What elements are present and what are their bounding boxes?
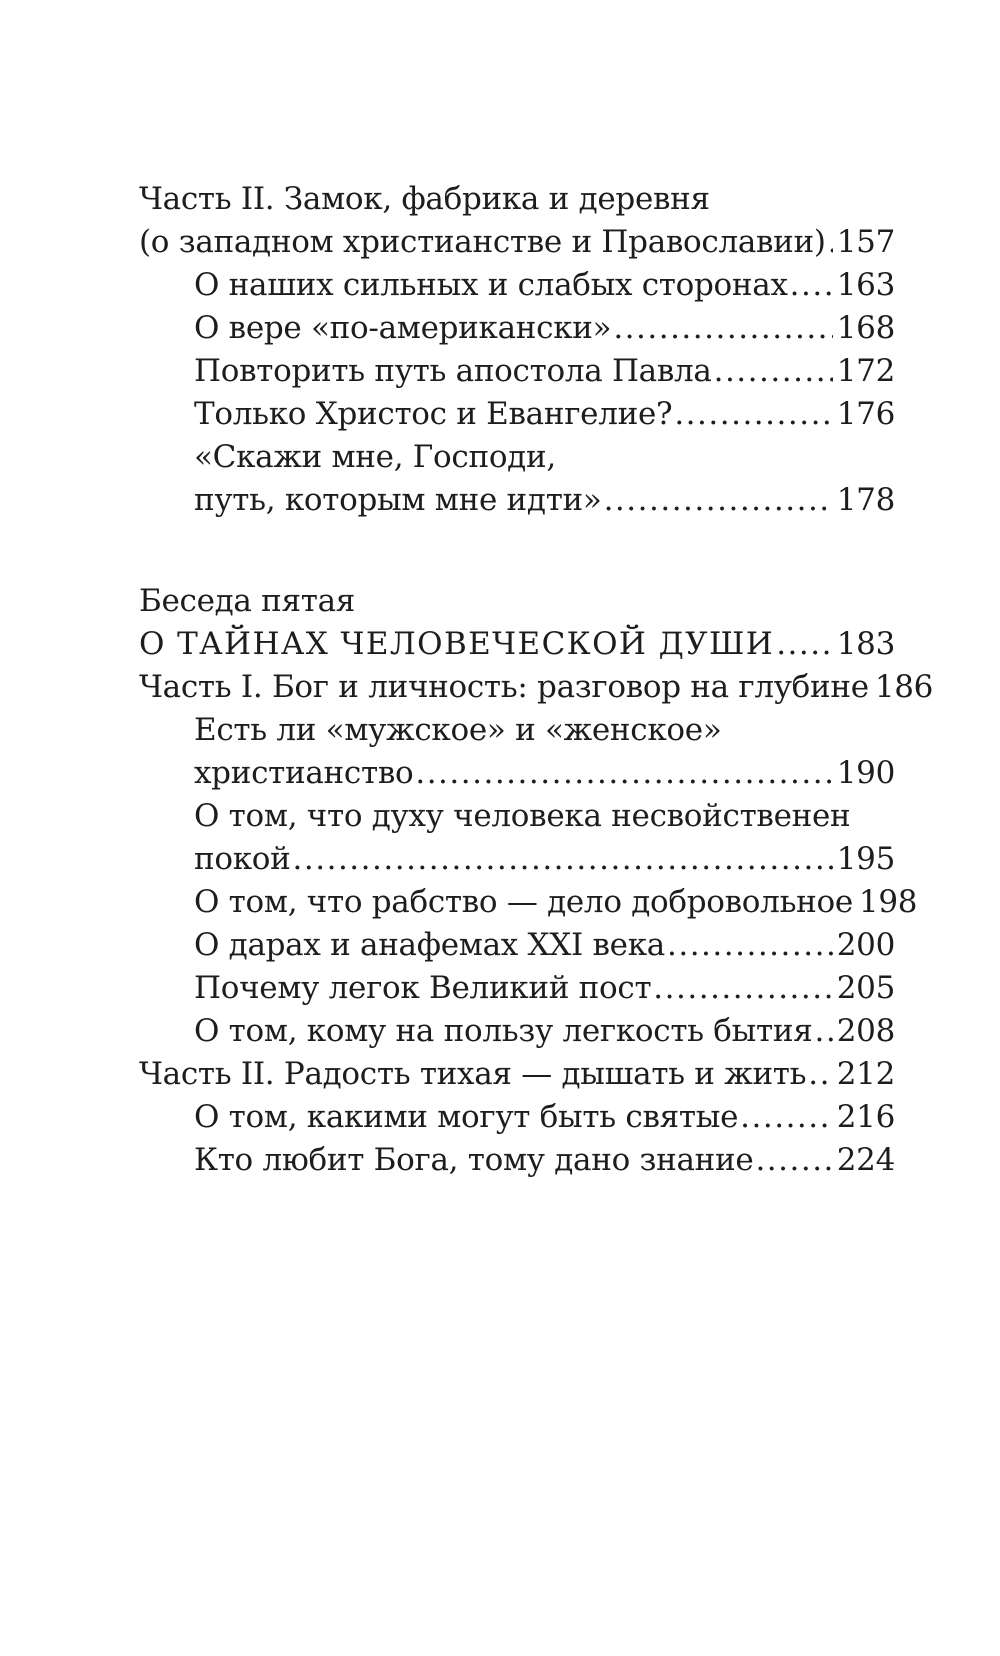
entry-title: О том, что рабство — дело добровольное	[194, 884, 853, 920]
toc-entry	[139, 307, 895, 350]
toc-entry	[139, 1053, 895, 1096]
page-number: 163	[836, 267, 895, 303]
page-number: 183	[836, 626, 895, 662]
dot-leader	[755, 1139, 832, 1182]
toc-entry	[139, 350, 895, 393]
entry-title: О том, какими могут быть святые	[194, 1099, 739, 1135]
toc-entry	[139, 881, 918, 924]
entry-title: Повторить путь апостола Павла	[194, 353, 712, 389]
toc-entry	[139, 838, 895, 881]
page-number: 208	[836, 1013, 895, 1049]
part-title: Часть II. Замок, фабрика и деревня	[139, 181, 710, 217]
dot-leader	[740, 1096, 833, 1139]
dot-leader	[808, 1053, 832, 1096]
page-number: 205	[836, 970, 895, 1006]
entry-title: путь, которым мне идти»	[194, 482, 602, 518]
dot-leader	[674, 393, 832, 436]
dot-leader	[714, 350, 833, 393]
toc-entry	[139, 221, 895, 264]
toc-entry	[139, 752, 895, 795]
page-number: 198	[858, 884, 918, 920]
part-title: Часть I. Бог и личность: разговор на глубине	[139, 669, 869, 705]
toc-entry	[139, 967, 895, 1010]
page-number: 168	[836, 310, 895, 346]
dot-leader	[613, 307, 832, 350]
entry-title: О том, что духу человека несвойственен	[194, 798, 851, 834]
page-number: 186	[874, 669, 934, 705]
part-subtitle: (о западном христианстве и Православии)	[139, 224, 826, 260]
entry-title: Только Христос и Евангелие?	[194, 396, 673, 432]
entry-title: О дарах и анафемах XXI века	[194, 927, 665, 963]
talk-title: О ТАЙНАХ ЧЕЛОВЕЧЕСКОЙ ДУШИ	[139, 626, 775, 662]
toc-entry	[139, 393, 895, 436]
entry-title: покой	[194, 841, 291, 877]
entry-title: О том, кому на пользу легкость бытия	[194, 1013, 813, 1049]
toc-entry	[139, 924, 895, 967]
dot-leader	[653, 967, 832, 1010]
entry-title: Кто любит Бога, тому дано знание	[194, 1142, 754, 1178]
toc-entry	[139, 264, 895, 307]
page-number: 195	[836, 841, 895, 877]
page-number: 190	[836, 755, 895, 791]
toc-entry	[139, 479, 895, 522]
toc-entry-line1	[139, 795, 895, 838]
dot-leader	[776, 623, 833, 666]
entry-title: Почему легок Великий пост	[194, 970, 652, 1006]
dot-leader	[293, 838, 833, 881]
section-gap	[139, 522, 895, 580]
toc-entry-line1	[139, 709, 895, 752]
toc-entry-line1	[139, 436, 895, 479]
dot-leader	[790, 264, 833, 307]
table-of-contents	[139, 178, 934, 1182]
dot-leader	[415, 752, 832, 795]
page-number: 200	[836, 927, 895, 963]
part-title: Часть II. Радость тихая — дышать и жить	[139, 1056, 807, 1092]
entry-title: христианство	[194, 755, 414, 791]
dot-leader	[667, 924, 833, 967]
page-number: 224	[836, 1142, 895, 1178]
entry-title: «Скажи мне, Господи,	[194, 439, 556, 475]
toc-entry	[139, 623, 895, 666]
page-number: 176	[836, 396, 895, 432]
page-number: 172	[836, 353, 895, 389]
dot-leader	[604, 479, 833, 522]
entry-title: О наших сильных и слабых сторонах	[194, 267, 788, 303]
toc-entry	[139, 1010, 895, 1053]
page-number: 212	[836, 1056, 895, 1092]
dot-leader	[815, 1010, 833, 1053]
page-number: 178	[836, 482, 895, 518]
toc-part-heading	[139, 178, 895, 221]
entry-title: О вере «по-американски»	[194, 310, 612, 346]
toc-entry	[139, 1139, 895, 1182]
page-number: 216	[836, 1099, 895, 1135]
talk-label: Беседа пятая	[139, 583, 356, 619]
entry-title: Есть ли «мужское» и «женское»	[194, 712, 722, 748]
toc-entry	[139, 666, 934, 709]
toc-talk-label	[139, 580, 895, 623]
page-number: 157	[836, 224, 895, 260]
dot-leader	[828, 221, 833, 264]
toc-entry	[139, 1096, 895, 1139]
